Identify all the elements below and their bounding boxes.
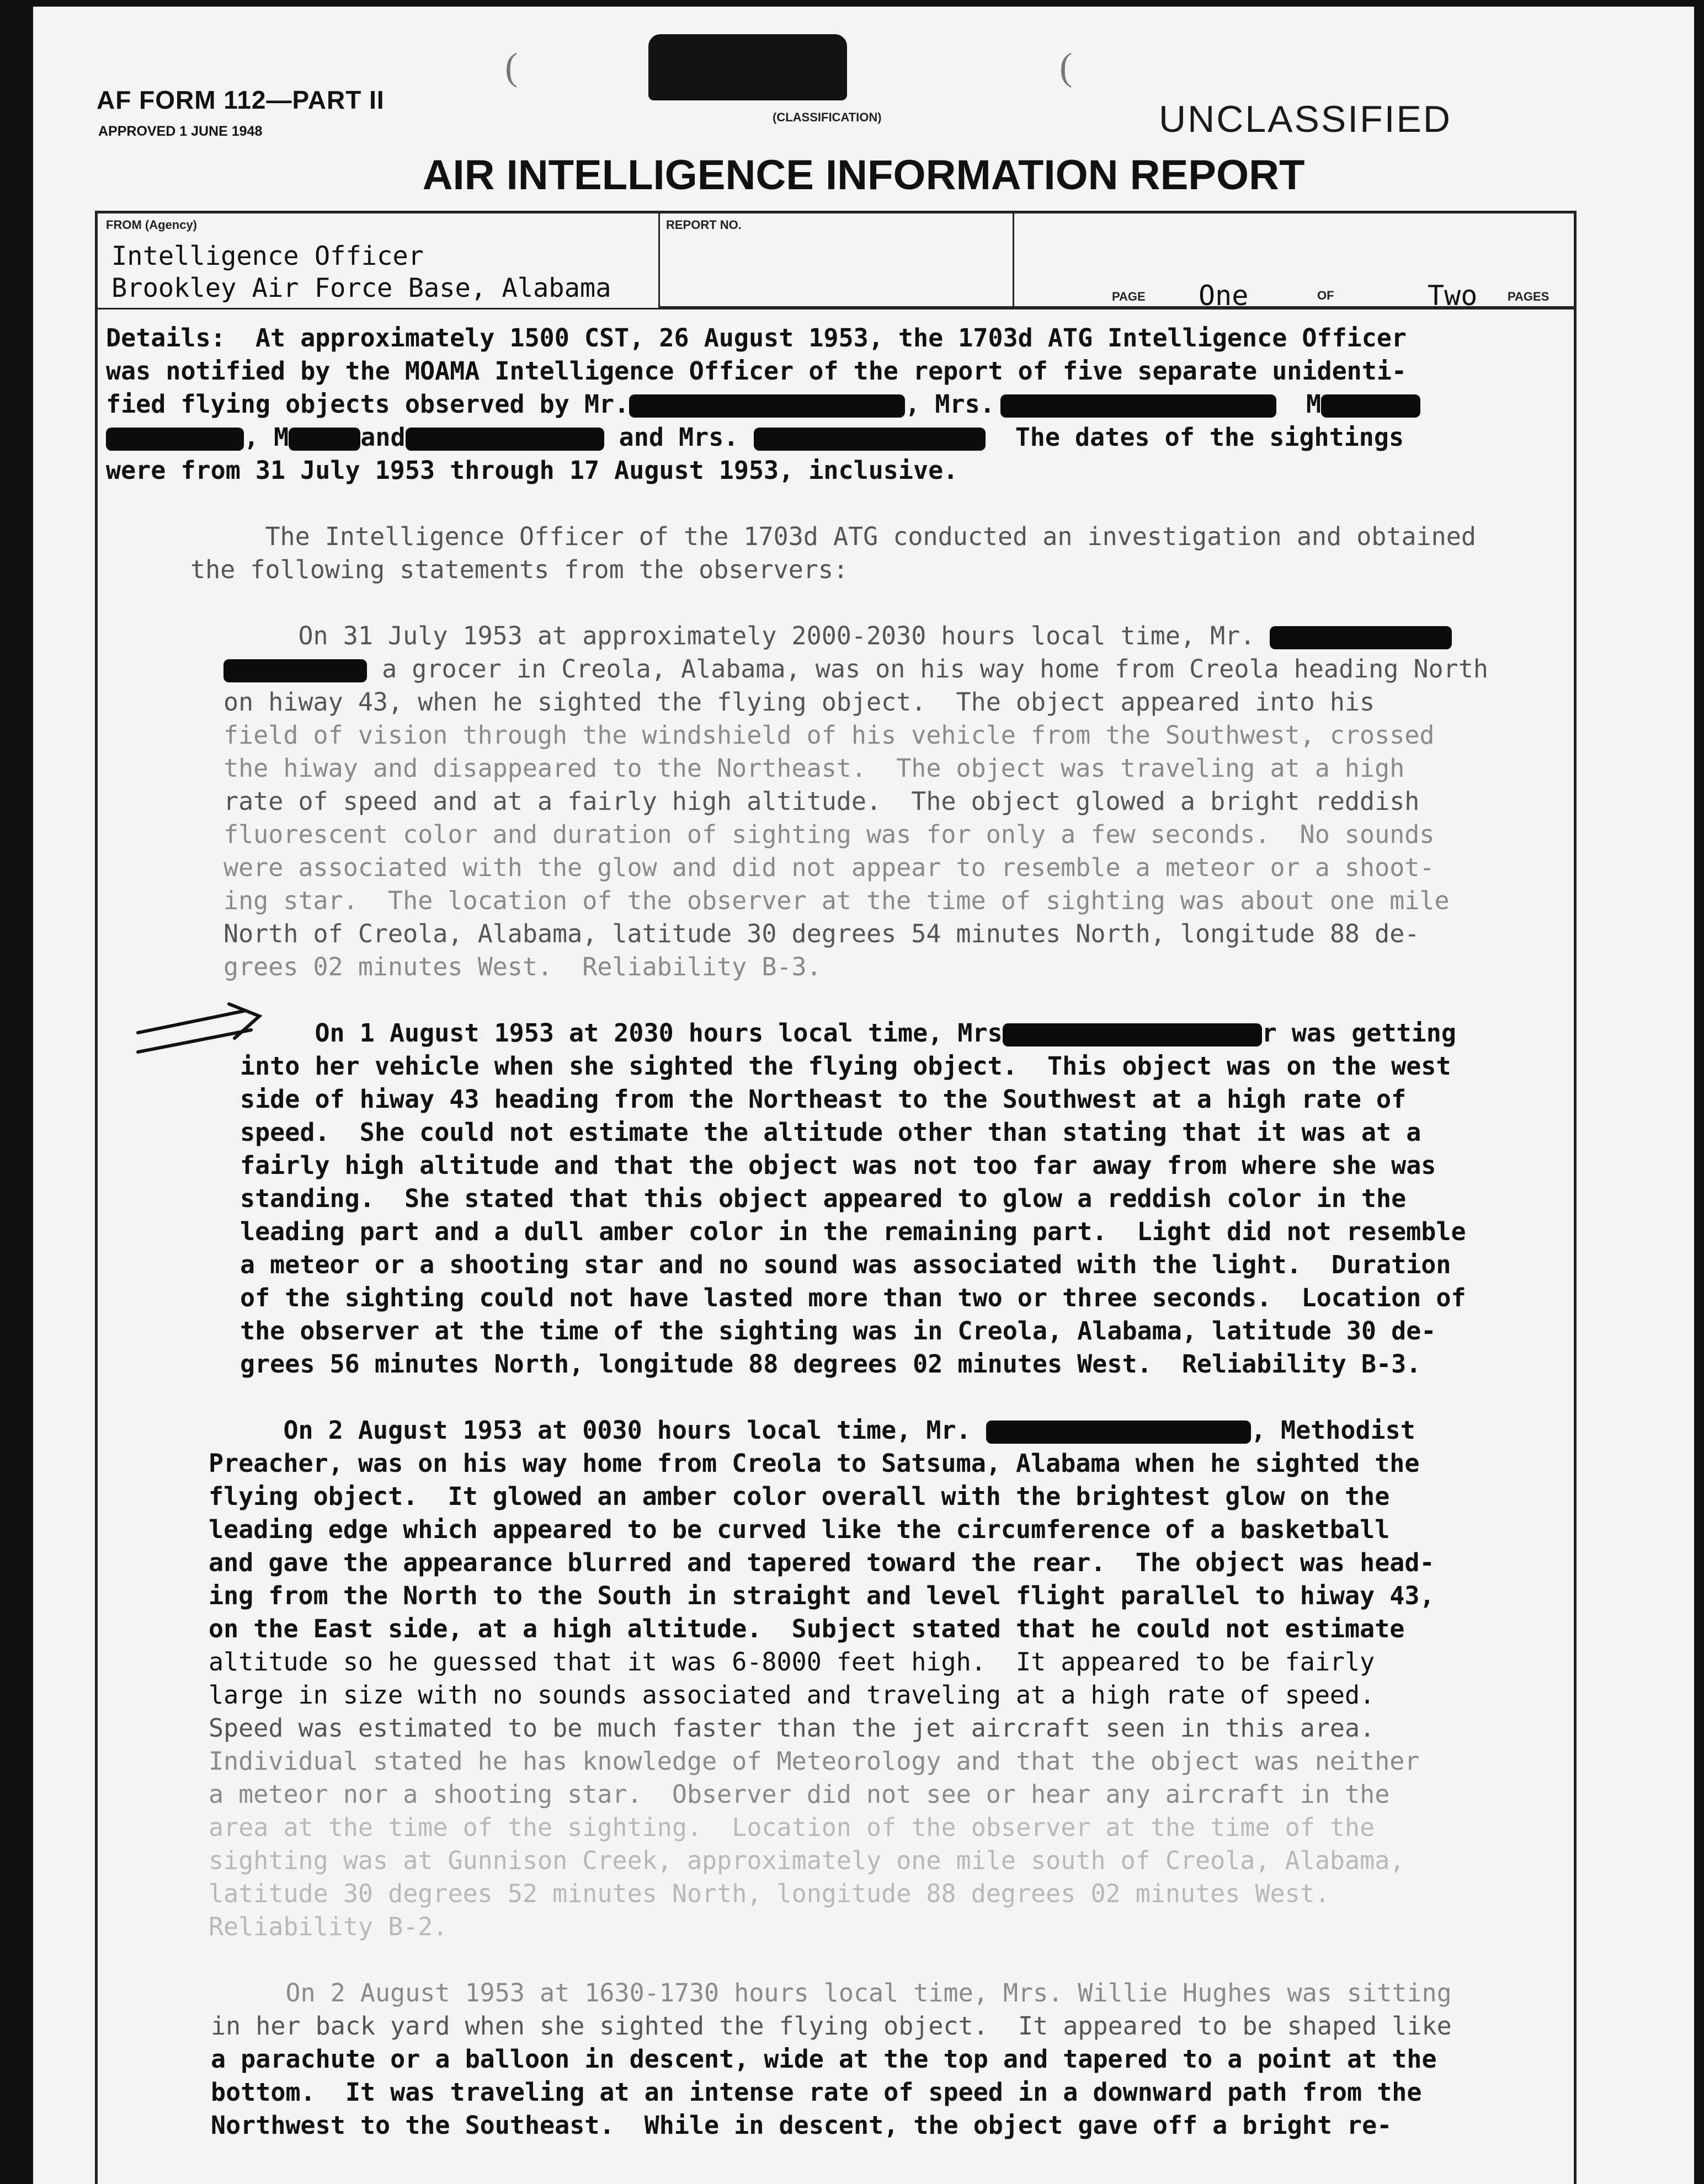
- from-agency-line2: Brookley Air Force Base, Alabama: [111, 273, 611, 303]
- header-form-box: [95, 211, 1577, 312]
- paragraph-line: flying object. It glowed an amber color overall with the brightest glow on the: [209, 1482, 1390, 1511]
- paragraph-line: altitude so he guessed that it was 6-8000 feet high. It appeared to be fairly: [209, 1647, 1375, 1676]
- paragraph-line: [240, 1018, 1456, 1048]
- paragraph-text: , Methodist: [1250, 1416, 1415, 1445]
- paragraph-line: Preacher, was on his way home from Creola to Satsuma, Alabama when he sighted the: [209, 1449, 1420, 1478]
- paragraph-line: in her back yard when she sighted the flying object. It appeared to be shaped like: [211, 2011, 1452, 2041]
- details-line: [106, 389, 1420, 419]
- paragraph-line: side of hiway 43 heading from the Northeast to the Southwest at a high rate of: [240, 1085, 1407, 1114]
- redaction-bar: [289, 428, 360, 451]
- column-divider: [1013, 213, 1014, 308]
- paragraph-text: On 31 July 1953 at approximately 2000-2030 hours local time, Mr.: [223, 621, 1255, 650]
- paragraph-line: speed. She could not estimate the altitude other than stating that it was at a: [240, 1118, 1421, 1147]
- paragraph-line: on the East side, at a high altitude. Subject stated that he could not estimate: [209, 1614, 1405, 1643]
- redaction-bar: [223, 659, 367, 682]
- paragraph-line: a meteor nor a shooting star. Observer did not see or hear any aircraft in the: [209, 1780, 1390, 1809]
- paragraph-line: and gave the appearance blurred and tapered toward the rear. The object was head-: [209, 1548, 1435, 1577]
- paragraph-text: r was getting: [1261, 1018, 1456, 1048]
- details-line: were from 31 July 1953 through 17 August 1953, inclusive.: [106, 456, 958, 485]
- page-label: PAGE: [1112, 290, 1146, 303]
- details-text: M: [1306, 389, 1322, 419]
- paragraph-line: [223, 656, 1488, 682]
- redaction-bar: [1270, 626, 1452, 649]
- paragraph-line: a parachute or a balloon in descent, wide at the top and tapered to a point at the: [211, 2044, 1437, 2074]
- paragraph-line: [209, 1418, 1415, 1444]
- redaction-bar: [1000, 394, 1276, 418]
- paragraph-line: leading part and a dull amber color in the remaining part. Light did not resemble: [240, 1217, 1466, 1246]
- paragraph-line: area at the time of the sighting. Location of the observer at the time of the: [209, 1813, 1375, 1842]
- paragraph-line: standing. She stated that this object appeared to glow a reddish color in the: [240, 1184, 1407, 1213]
- paragraph-line: a meteor or a shooting star and no sound was associated with the light. Duration: [240, 1250, 1451, 1279]
- paragraph-line: into her vehicle when she sighted the flying object. This object was on the west: [240, 1051, 1451, 1081]
- details-text: and: [360, 423, 406, 452]
- paragraph-line: fluorescent color and duration of sighting was for only a few seconds. No sounds: [223, 820, 1435, 849]
- paragraph-line: sighting was at Gunnison Creek, approximately one mile south of Creola, Alabama,: [209, 1846, 1405, 1875]
- paragraph-text: a grocer in Creola, Alabama, was on his way home from Creola heading North: [382, 654, 1488, 683]
- intro-line: The Intelligence Officer of the 1703d ATG conducted an investigation and obtained: [190, 522, 1476, 551]
- report-no-label: REPORT NO.: [666, 218, 742, 232]
- paragraph-line: ing from the North to the South in straight and level flight parallel to hiway 43,: [209, 1581, 1435, 1610]
- paragraph-line: North of Creola, Alabama, latitude 30 degrees 54 minutes North, longitude 88 de-: [223, 919, 1420, 948]
- details-text: The dates of the sightings: [1015, 423, 1404, 452]
- form-id: AF FORM 112—PART II: [97, 86, 385, 114]
- paragraph-line: ing star. The location of the observer at the time of sighting was about one mile: [223, 886, 1450, 915]
- column-divider: [658, 213, 660, 308]
- unclassified-stamp: UNCLASSIFIED: [1159, 98, 1452, 140]
- details-line: [106, 425, 1404, 451]
- paragraph-line: On 2 August 1953 at 1630-1730 hours local time, Mrs. Willie Hughes was sitting: [211, 1978, 1452, 2007]
- paragraph-line: Reliability B-2.: [209, 1912, 448, 1941]
- document-page: [33, 7, 1694, 2184]
- paragraph-line: on hiway 43, when he sighted the flying object. The object appeared into his: [223, 687, 1375, 717]
- details-line: Details: At approximately 1500 CST, 26 August 1953, the 1703d ATG Intelligence Officer: [106, 323, 1407, 353]
- paragraph-line: the observer at the time of the sighting was in Creola, Alabama, latitude 30 de-: [240, 1316, 1436, 1345]
- classification-redaction: [648, 34, 847, 100]
- classification-label: (CLASSIFICATION): [773, 110, 882, 124]
- paragraph-text: On 2 August 1953 at 0030 hours local time, Mr.: [209, 1416, 971, 1445]
- paragraph-line: latitude 30 degrees 52 minutes North, longitude 88 degrees 02 minutes West.: [209, 1879, 1330, 1908]
- page-total: Two: [1428, 280, 1478, 312]
- paragraph-line: grees 56 minutes North, longitude 88 degrees 02 minutes West. Reliability B-3.: [240, 1349, 1421, 1379]
- paragraph-line: field of vision through the windshield of his vehicle from the Southwest, crossed: [223, 720, 1435, 750]
- paragraph-line: leading edge which appeared to be curved like the circumference of a basketball: [209, 1515, 1390, 1544]
- right-parenthesis: (: [1059, 46, 1073, 88]
- pages-label: PAGES: [1508, 290, 1549, 303]
- paragraph-line: were associated with the glow and did not appear to resemble a meteor or a shoot-: [223, 853, 1435, 882]
- paragraph-line: rate of speed and at a fairly high altitude. The object glowed a bright reddish: [223, 787, 1420, 816]
- intro-line: the following statements from the observers:: [190, 555, 849, 584]
- report-title: AIR INTELLIGENCE INFORMATION REPORT: [422, 152, 1305, 199]
- left-parenthesis: (: [505, 46, 518, 88]
- from-agency-line1: Intelligence Officer: [111, 241, 424, 271]
- redaction-bar: [1321, 394, 1420, 418]
- redaction-bar: [1003, 1023, 1262, 1046]
- redaction-bar: [986, 1421, 1251, 1444]
- details-line: was notified by the MOAMA Intelligence Officer of the report of five separate unidenti-: [106, 356, 1407, 386]
- redaction-bar: [629, 394, 905, 418]
- details-text: and Mrs.: [619, 423, 739, 452]
- redaction-bar: [106, 428, 244, 451]
- details-text: fied flying objects observed by Mr.: [106, 389, 630, 419]
- details-text: , M: [244, 423, 289, 452]
- paragraph-text: On 1 August 1953 at 2030 hours local time, Mrs: [240, 1018, 1003, 1048]
- redaction-bar: [754, 428, 986, 451]
- paragraph-line: fairly high altitude and that the object was not too far away from where she was: [240, 1151, 1436, 1180]
- paragraph-line: large in size with no sounds associated and traveling at a high rate of speed.: [209, 1680, 1375, 1710]
- paragraph-line: Speed was estimated to be much faster than the jet aircraft seen in this area.: [209, 1713, 1375, 1743]
- of-label: OF: [1317, 289, 1334, 302]
- paragraph-line: [223, 623, 1452, 649]
- form-approved-date: APPROVED 1 JUNE 1948: [98, 124, 263, 139]
- paragraph-line: Northwest to the Southeast. While in descent, the object gave off a bright re-: [211, 2111, 1392, 2140]
- page-number: One: [1199, 280, 1249, 312]
- paragraph-line: Individual stated he has knowledge of Meteorology and that the object was neither: [209, 1747, 1420, 1776]
- from-label: FROM (Agency): [106, 218, 197, 232]
- paragraph-line: the hiway and disappeared to the Northeast. The object was traveling at a high: [223, 754, 1405, 783]
- redaction-bar: [406, 428, 604, 451]
- details-text: , Mrs.: [905, 389, 995, 419]
- paragraph-line: of the sighting could not have lasted more than two or three seconds. Location of: [240, 1283, 1466, 1312]
- paragraph-line: grees 02 minutes West. Reliability B-3.: [223, 952, 822, 981]
- paragraph-line: bottom. It was traveling at an intense rate of speed in a downward path from the: [211, 2078, 1422, 2107]
